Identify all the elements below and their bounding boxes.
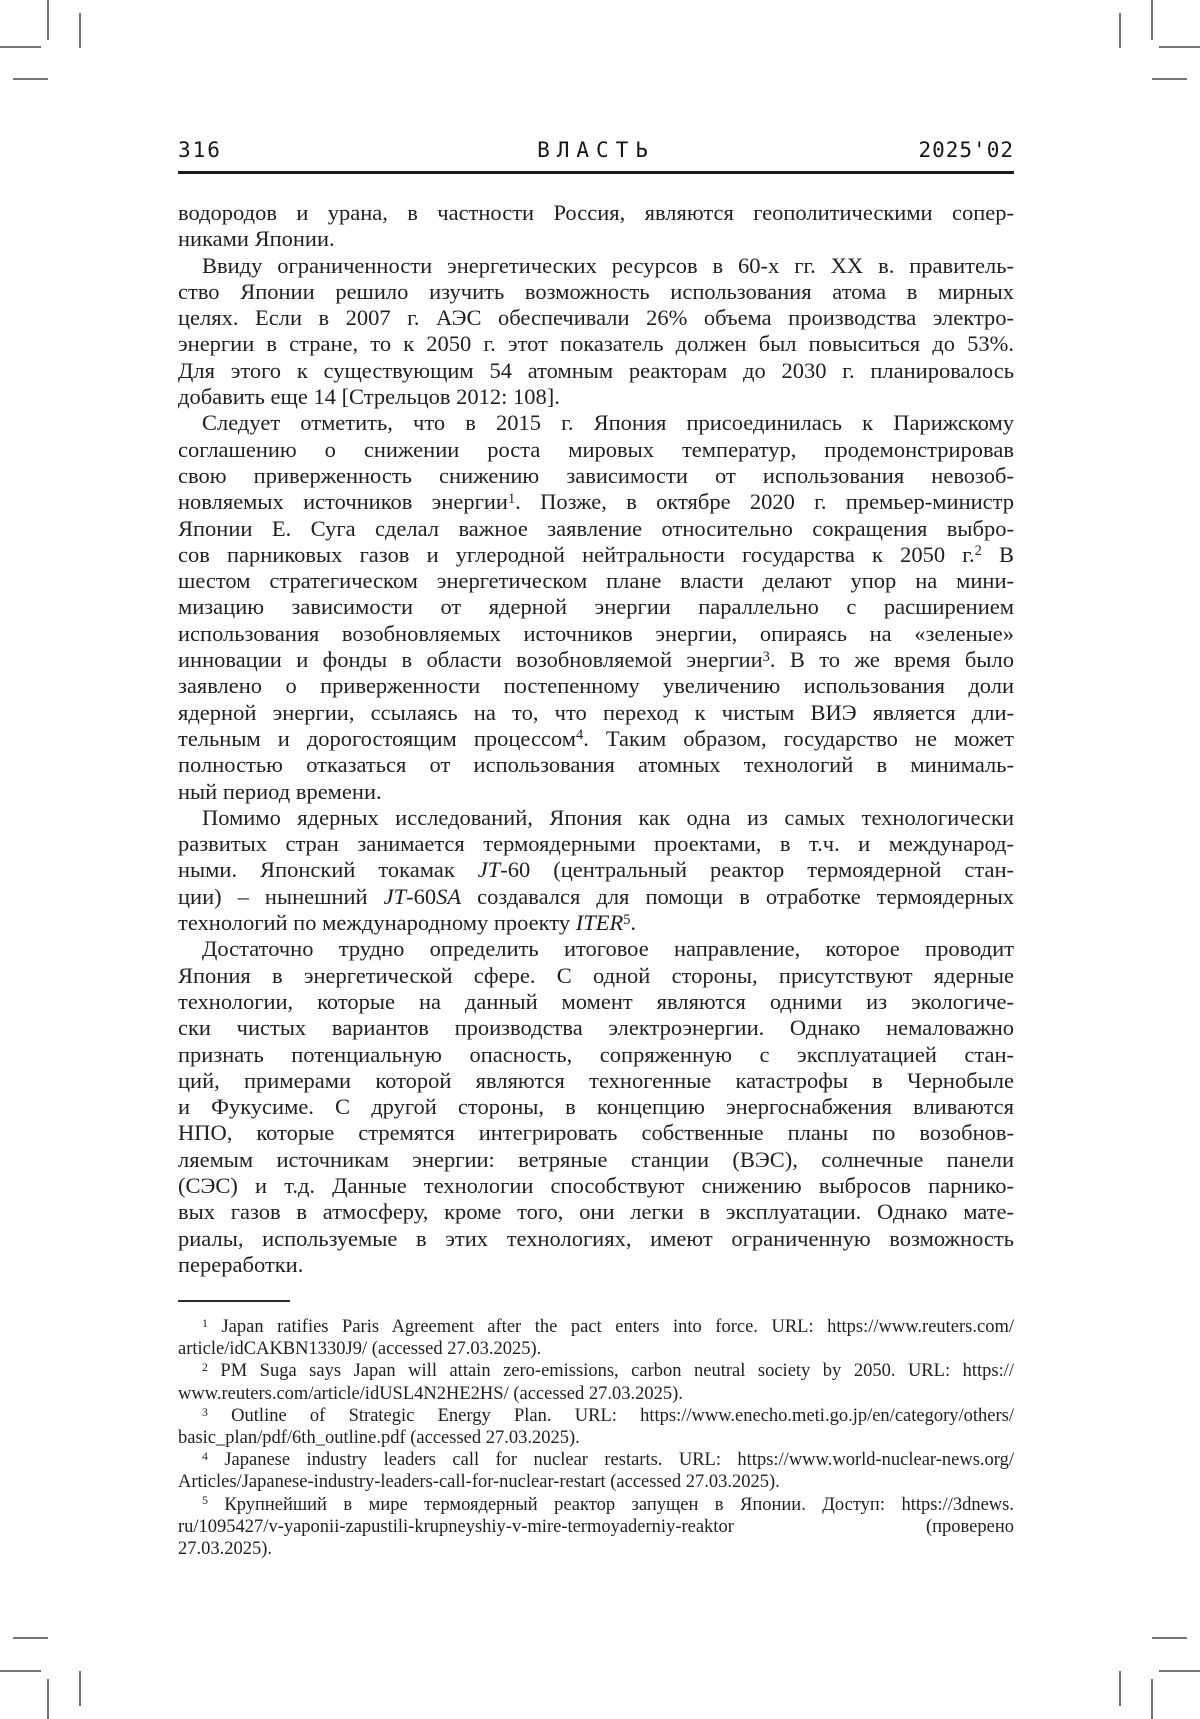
text-line: $^5$ Крупнейший в мире термоядерный реактор запущен в Японии. Доступ: https://3dnews. (202, 1493, 1014, 1515)
text-line: шестом стратегическом энергетическом плане власти делают упор на мини- (178, 568, 1014, 594)
crop-mark (79, 1671, 81, 1706)
text-line: $^3$ Outline of Strategic Energy Plan. URL: https://www.enecho.meti.go.jp/en/category/others/ (202, 1404, 1014, 1426)
text-line: водородов и урана, в частности Россия, являются геополитическими сопер- (178, 200, 1014, 225)
paragraph (178, 936, 1014, 1278)
text-line: соглашению о снижении роста мировых температур, продемонстрировав (178, 436, 1014, 462)
page-number: 316 (178, 138, 222, 162)
crop-mark (47, 0, 49, 40)
text-line: развитых стран занимается термоядерными проектами, в т.ч. и международ- (178, 831, 1014, 857)
crop-mark (1151, 0, 1153, 40)
text-line: полностью отказаться от использования атомных технологий в минималь- (178, 752, 1014, 778)
text-line: Для этого к существующим 54 атомным реакторам до 2030 г. планировалось (178, 357, 1014, 383)
crop-mark (0, 46, 41, 48)
text-line: НПО, которые стремятся интегрировать собственные планы по возобнов- (178, 1120, 1014, 1146)
text-line: ство Японии решило изучить возможность использования атома в мирных (178, 278, 1014, 304)
text-line: переработки. (178, 1251, 304, 1277)
text-line: Помимо ядерных исследований, Япония как одна из самых технологически (202, 804, 1014, 830)
text-line: basic_plan/pdf/6th_outline.pdf (accessed 27.03.2025). (178, 1428, 580, 1449)
text-line: Ввиду ограниченности энергетических ресурсов в 60-х гг. ХХ в. правитель- (202, 252, 1014, 278)
text-line: технологии, которые на данный момент являются одними из экологиче- (178, 988, 1014, 1014)
text-line: мизацию зависимости от ядерной энергии параллельно с расширением (178, 594, 1014, 620)
text-line: ски чистых вариантов производства электроэнергии. Однако немаловажно (178, 1015, 1014, 1041)
text-line: добавить еще 14 [Стрельцов 2012: 108]. (178, 384, 560, 410)
crop-mark (1159, 1670, 1200, 1672)
footnote (178, 1449, 1014, 1493)
text-line: ными. Японский токамак JT-60 (центральный реактор термоядерной стан- (178, 857, 1014, 883)
paragraph (178, 253, 1014, 411)
paragraph (178, 200, 1014, 253)
crop-mark (13, 1637, 48, 1639)
text-line: новляемых источников энергии$^1$. Позже, в октябре 2020 г. премьер-министр (178, 489, 1014, 515)
text-line: сов парниковых газов и углеродной нейтральности государства к 2050 г.$^2$ В (178, 541, 1014, 567)
text-line: Следует отметить, что в 2015 г. Япония присоединилась к Парижскому (202, 410, 1014, 436)
paragraph (178, 410, 1014, 804)
text-line: тельным и дорогостоящим процессом$^4$. Таким образом, государство не может (178, 725, 1014, 751)
crop-mark (1152, 1637, 1187, 1639)
page-header (178, 138, 1014, 162)
crop-mark (79, 13, 81, 48)
text-line: заявлено о приверженности постепенному увеличению использования доли (178, 673, 1014, 699)
crop-mark (1119, 13, 1121, 48)
text-line: Японии Е. Суга сделал важное заявление относительно сокращения выбро- (178, 515, 1014, 541)
crop-mark (1152, 78, 1187, 80)
text-line: никами Японии. (178, 226, 335, 252)
text-line: (СЭС) и т.д. Данные технологии способствуют снижению выбросов парнико- (178, 1172, 1014, 1198)
text-line: ный период времени. (178, 778, 382, 804)
text-line: признать потенциальную опасность, сопряженную с эксплуатацией стан- (178, 1041, 1014, 1067)
text-line: инновации и фонды в области возобновляемой энергии$^3$. В то же время было (178, 647, 1014, 673)
text-line: ru/1095427/v-yaponii-zapustili-krupneyshiy-v-mire-termoyaderniy-reaktor (проверено (178, 1516, 1014, 1537)
paragraph (178, 805, 1014, 936)
text-line: www.reuters.com/article/idUSL4N2HE2HS/ (accessed 27.03.2025). (178, 1383, 683, 1404)
crop-mark (1119, 1671, 1121, 1706)
crop-mark (13, 78, 48, 80)
text-line: свою приверженность снижению зависимости от использования невозоб- (178, 462, 1014, 488)
text-line: ции) – нынешний JT-60SA создавался для помощи в отработке термоядерных (178, 883, 1014, 909)
text-line: ляемым источникам энергии: ветряные станции (ВЭС), солнечные панели (178, 1146, 1014, 1172)
text-line: Япония в энергетической сфере. С одной стороны, присутствуют ядерные (178, 962, 1014, 988)
article-body (178, 200, 1014, 1278)
footnote (178, 1494, 1014, 1561)
text-line: использования возобновляемых источников энергии, опираясь на «зеленые» (178, 620, 1014, 646)
text-line: $^4$ Japanese industry leaders call for nuclear restarts. URL: https://www.world-nuclear-news.org/ (202, 1449, 1014, 1471)
footnote (178, 1316, 1014, 1360)
footnote (178, 1405, 1014, 1449)
crop-mark (0, 1670, 41, 1672)
footnote-separator (178, 1300, 290, 1302)
text-line: $^2$ PM Suga says Japan will attain zero-emissions, carbon neutral society by 2050. URL: https:// (202, 1360, 1014, 1382)
text-line: риалы, используемые в этих технологиях, имеют ограниченную возможность (178, 1225, 1014, 1251)
header-rule (178, 171, 1014, 174)
journal-title: ВЛАСТЬ (537, 138, 655, 162)
text-line: энергии в стране, то к 2050 г. этот показатель должен был повыситься до 53%. (178, 331, 1014, 357)
text-line: ядерной энергии, ссылаясь на то, что переход к чистым ВИЭ является дли- (178, 699, 1014, 725)
text-line: целях. Если в 2007 г. АЭС обеспечивали 26% объема производства электро- (178, 305, 1014, 331)
crop-mark (1159, 46, 1200, 48)
issue-number: 2025'02 (918, 138, 1014, 162)
text-line: технологий по международному проекту ITER$^5$. (178, 910, 637, 936)
crop-mark (47, 1679, 49, 1719)
text-line: article/idCAKBN1330J9/ (accessed 27.03.2025). (178, 1339, 542, 1360)
text-line: Articles/Japanese-industry-leaders-call-for-nuclear-restart (accessed 27.03.2025). (178, 1472, 780, 1493)
text-line: $^1$ Japan ratifies Paris Agreement after the pact enters into force. URL: https://www.reuters.com/ (202, 1316, 1014, 1337)
footnote (178, 1360, 1014, 1404)
text-line: Достаточно трудно определить итоговое направление, которое проводит (202, 936, 1014, 962)
footnotes (178, 1316, 1014, 1560)
text-line: 27.03.2025). (178, 1539, 273, 1560)
crop-mark (1151, 1679, 1153, 1719)
text-line: ций, примерами которой являются техногенные катастрофы в Чернобыле (178, 1067, 1014, 1093)
text-line: вых газов в атмосферу, кроме того, они легки в эксплуатации. Однако мате- (178, 1199, 1014, 1225)
text-line: и Фукусиме. С другой стороны, в концепцию энергоснабжения вливаются (178, 1094, 1014, 1120)
